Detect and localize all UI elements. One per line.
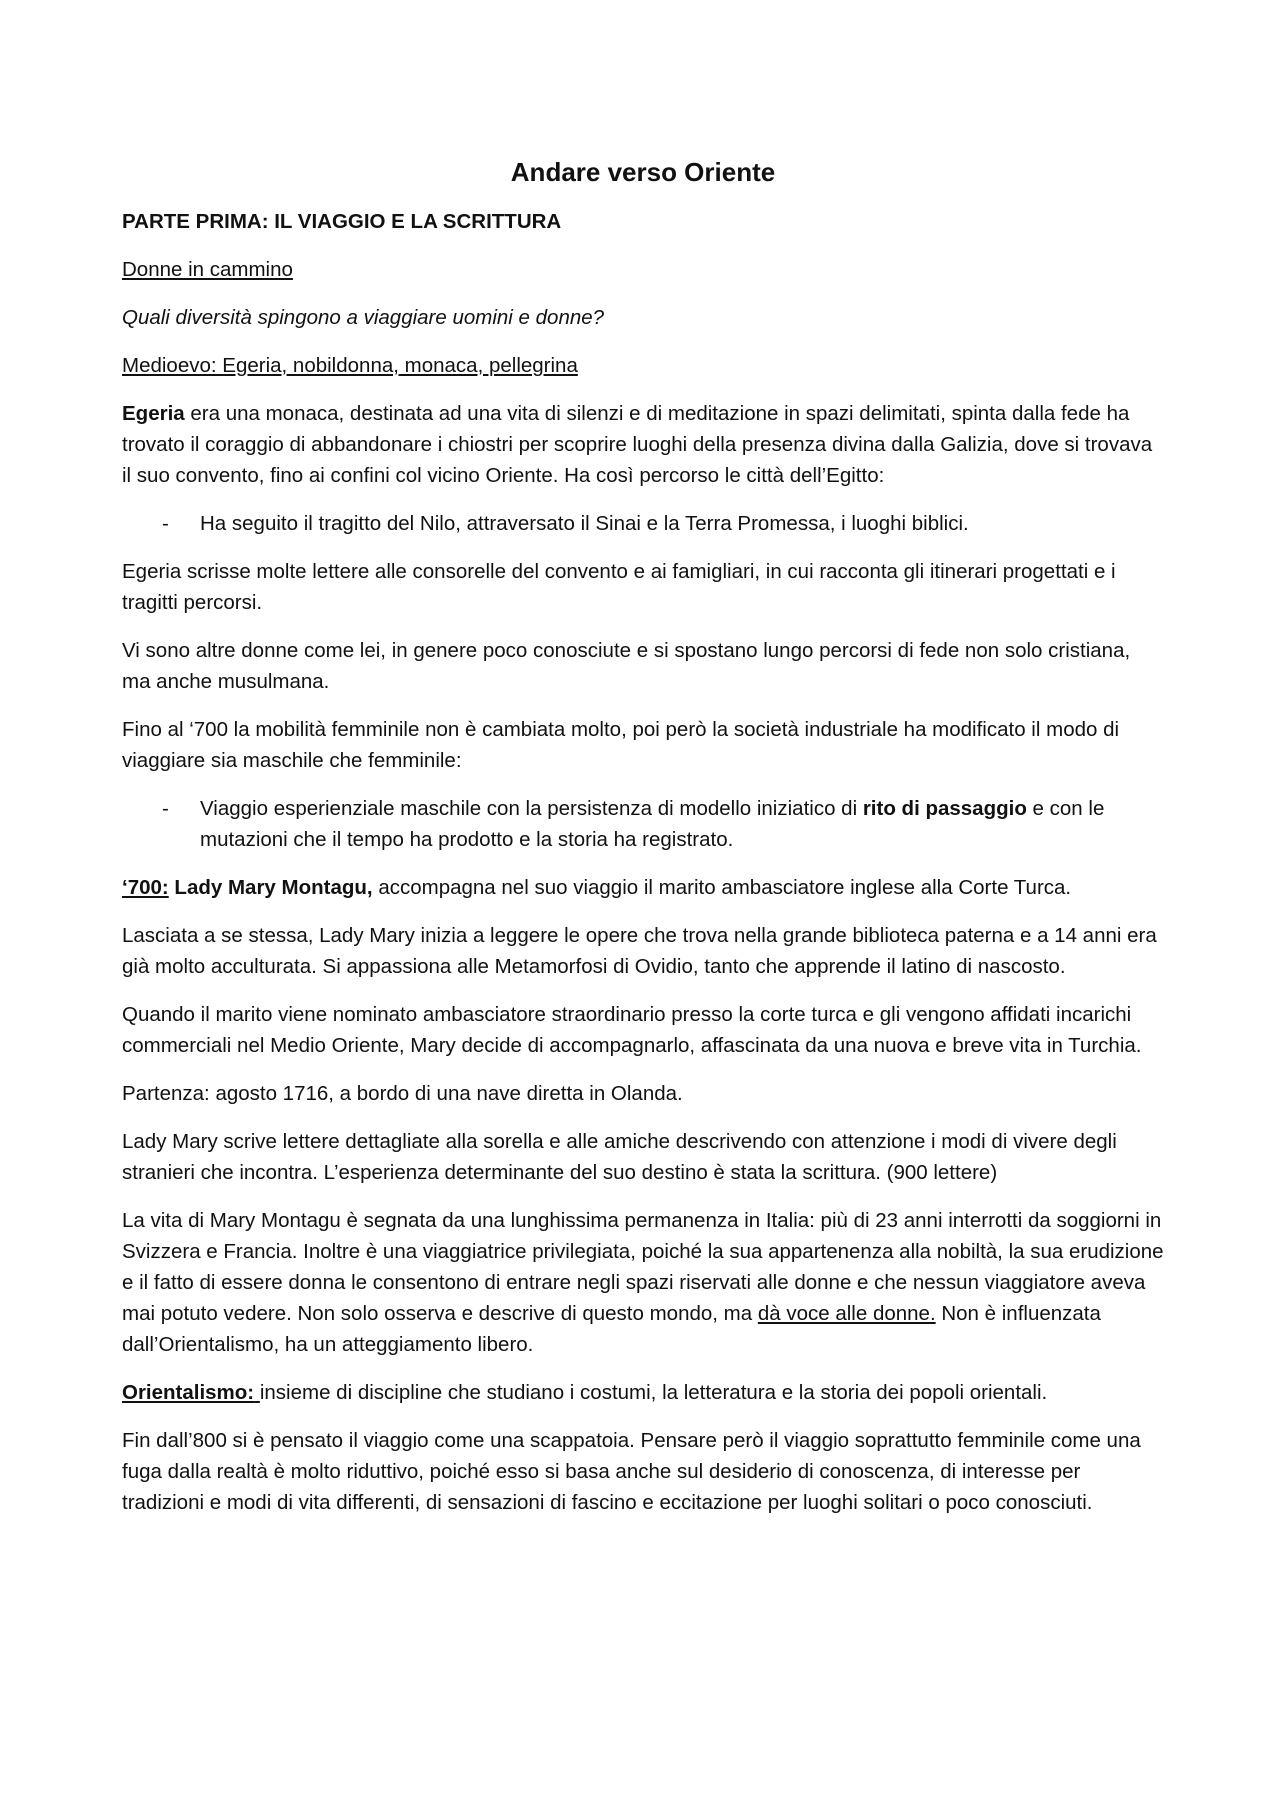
paragraph-quando: Quando il marito viene nominato ambasciatore straordinario presso la corte turca e gli vengono affidati incarichi commerciali nel Medio Oriente, Mary decide di accompagnarlo, affascinata da una nuova e breve vita in Turchia. [122, 1003, 1142, 1057]
montagu-name: Lady Mary Montagu, [168, 876, 373, 899]
list-item-text-before: Viaggio esperienziale maschile con la persistenza di modello iniziatico di [200, 797, 863, 820]
paragraph-altre-donne: Vi sono altre donne come lei, in genere poco conosciute e si spostano lungo percorsi di fede non solo cristiana, ma anche musulmana. [122, 639, 1131, 693]
subheading-donne-in-cammino: Donne in cammino [122, 258, 293, 281]
dash-marker: - [162, 512, 169, 535]
section-heading: PARTE PRIMA: IL VIAGGIO E LA SCRITTURA [122, 210, 562, 233]
document-title: Andare verso Oriente [510, 157, 776, 187]
vita-text-after: Non è influenzata dall’Orientalismo, ha un atteggiamento libero. [122, 1302, 1101, 1356]
montagu-period: ‘700: [122, 876, 169, 899]
paragraph-vita-montagu [122, 1205, 1164, 1360]
paragraph-lasciata: Lasciata a se stessa, Lady Mary inizia a leggere le opere che trova nella grande biblioteca paterna e a 14 anni era già molto acculturata. Si appassiona alle Metamorfosi di Ovidio, tanto che apprende il latino di nascosto. [122, 924, 1157, 978]
vita-text-before: La vita di Mary Montagu è segnata da una lunghissima permanenza in Italia: più di 23 anni interrotti da soggiorni in Svizzera e Francia. Inoltre è una viaggiatrice privilegiata, poiché la sua appartenenza alla nobiltà, la sua erudizione e il fatto di essere donna le consentono di entrare negli spazi riservati alle donne e che nessun viaggiatore aveva mai potuto vedere. Non solo osserva e descrive di questo mondo, ma [122, 1209, 1164, 1325]
question-line: Quali diversità spingono a viaggiare uomini e donne? [122, 306, 605, 329]
orientalismo-text: insieme di discipline che studiano i costumi, la letteratura e la storia dei popoli orientali. [259, 1381, 1048, 1404]
list-item-text-after: e con le mutazioni che il tempo ha prodotto e la storia ha registrato. [200, 797, 1105, 851]
orientalismo-paragraph [122, 1377, 1164, 1408]
list-item-viaggio-esperienziale [122, 793, 1164, 855]
paragraph-fino-al-700: Fino al ‘700 la mobilità femminile non è cambiata molto, poi però la società industriale ha modificato il modo di viaggiare sia maschile che femminile: [122, 718, 1120, 772]
list-item-text: Ha seguito il tragitto del Nilo, attraversato il Sinai e la Terra Promessa, i luoghi biblici. [200, 512, 969, 535]
paragraph-partenza: Partenza: agosto 1716, a bordo di una nave diretta in Olanda. [122, 1082, 683, 1105]
rito-di-passaggio: rito di passaggio [862, 797, 1027, 820]
egeria-text: era una monaca, destinata ad una vita di silenzi e di meditazione in spazi delimitati, spinta dalla fede ha trovato il coraggio di abbandonare i chiostri per scoprire luoghi della presenza divina dalla Galizia, dove si trovava il suo convento, fino ai confini col vicino Oriente. Ha così percorso le città dell’Egitto: [122, 402, 1153, 487]
egeria-paragraph [122, 398, 1164, 491]
montagu-paragraph [122, 872, 1164, 903]
paragraph-lettere: Egeria scrisse molte lettere alle consorelle del convento e ai famigliari, in cui racconta gli itinerari progettati e i tragitti percorsi. [122, 560, 1116, 614]
montagu-text: accompagna nel suo viaggio il marito ambasciatore inglese alla Corte Turca. [372, 876, 1072, 899]
dash-marker: - [162, 797, 169, 820]
medioevo-heading: Medioevo: Egeria, nobildonna, monaca, pellegrina [122, 354, 578, 377]
list-item-nilo [122, 508, 1164, 539]
egeria-name: Egeria [122, 402, 185, 425]
paragraph-fin-dall-800: Fin dall’800 si è pensato il viaggio come una scappatoia. Pensare però il viaggio soprattutto femminile come una fuga dalla realtà è molto riduttivo, poiché esso si basa anche sul desiderio di conoscenza, di interesse per tradizioni e modi di vita differenti, di sensazioni di fascino e eccitazione per luoghi solitari o poco conosciuti. [122, 1429, 1141, 1514]
da-voce-alle-donne: dà voce alle donne. [757, 1302, 936, 1325]
orientalismo-term: Orientalismo: [122, 1381, 255, 1404]
paragraph-lady-mary-lettere: Lady Mary scrive lettere dettagliate alla sorella e alle amiche descrivendo con attenzione i modi di vivere degli stranieri che incontra. L’esperienza determinante del suo destino è stata la scrittura. (900 lettere) [122, 1130, 1117, 1184]
document-body [122, 152, 1164, 1535]
